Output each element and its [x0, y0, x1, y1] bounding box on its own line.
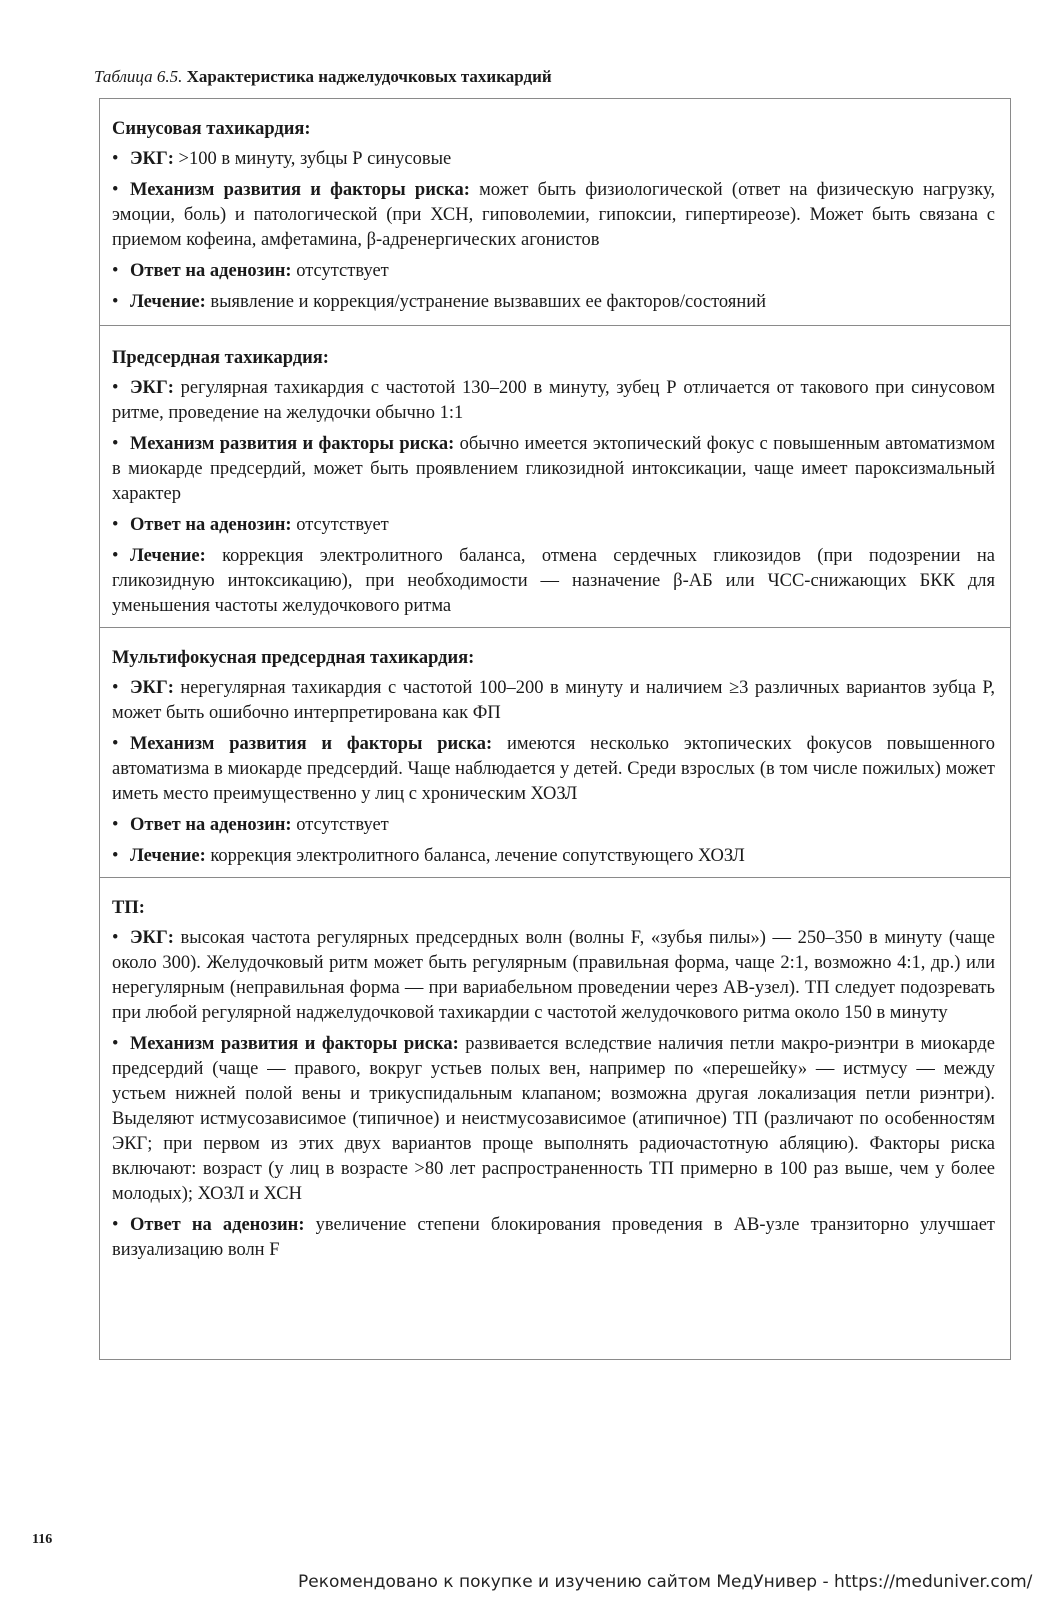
bullet-icon: •	[112, 149, 119, 169]
item-text: может быть физиологической (ответ на физическую нагрузку, эмоции, боль) и патологической (при ХСН, гиповолемии, гипоксии, гипертиреозе). Может быть связана с приемом кофеина, амфетамина, β-адренергических агонистов	[112, 180, 996, 250]
bullet-icon: •	[112, 180, 119, 200]
section-title: Синусовая тахикардия:	[112, 119, 311, 139]
item-label: ЭКГ:	[130, 928, 174, 948]
bullet-icon: •	[112, 1034, 119, 1054]
bullet-icon: •	[112, 434, 119, 454]
section-item	[112, 432, 995, 507]
item-text: >100 в минуту, зубцы Р синусовые	[178, 149, 452, 169]
item-text: отсутствует	[296, 815, 389, 835]
table-caption-label: Таблица 6.5.	[94, 67, 183, 86]
item-label: Лечение:	[130, 292, 206, 312]
section-item	[112, 259, 995, 284]
bullet-icon: •	[112, 292, 119, 312]
bullet-icon: •	[112, 1215, 119, 1235]
item-label: Механизм развития и факторы риска:	[130, 434, 455, 454]
section-title: Предсердная тахикардия:	[112, 348, 329, 368]
section-multifocal-atrial-tachycardia	[100, 628, 1010, 878]
section-title: ТП:	[112, 898, 145, 918]
item-label: ЭКГ:	[130, 678, 174, 698]
item-text: увеличение степени блокирования проведения в АВ-узле транзиторно улучшает визуализацию волн F	[112, 1215, 996, 1260]
item-text: выявление и коррекция/устранение вызвавших ее факторов/состояний	[210, 292, 767, 312]
tachycardia-table	[99, 98, 1011, 1360]
section-sinus-tachycardia	[100, 99, 1010, 326]
bullet-icon: •	[112, 546, 119, 566]
bullet-icon: •	[112, 378, 119, 398]
bullet-icon: •	[112, 261, 119, 281]
section-item	[112, 544, 995, 619]
section-item	[112, 676, 995, 726]
page-number: 116	[32, 1532, 53, 1547]
table-caption-title: Характеристика наджелудочковых тахикардий	[186, 67, 552, 86]
table-caption	[94, 66, 1014, 88]
item-label: Ответ на аденозин:	[130, 515, 292, 535]
item-text: высокая частота регулярных предсердных волн (волны F, «зубья пилы») — 250–350 в минуту (чаще около 300). Желудочковый ритм может быть регулярным (правильная форма, чаще 2:1, возможно 4:1, др.) или нерегулярным (неправильная форма — при вариабельном проведении через АВ-узел). ТП следует подозревать при любой регулярной наджелудочковой тахикардии с частотой желудочкового ритма около 150 в минуту	[112, 928, 996, 1023]
item-text: развивается вследствие наличия петли макро-риэнтри в миокарде предсердий (чаще — правого, вокруг устьев полых вен, например по «перешейку» — истмусу — между устьем нижней полой вены и трикуспидальным клапаном; возможна другая локализация петли риэнтри). Выделяют истмусозависимое (типичное) и неистмусозависимое (атипичное) ТП (различают по особенностям ЭКГ; при первом из этих двух вариантов проще выполнять радиочастотную абляцию). Факторы риска включают: возраст (у лиц в возрасте >80 лет распространенность ТП примерно в 100 раз выше, чем у более молодых); ХОЗЛ и ХСН	[112, 1034, 995, 1204]
section-item	[112, 844, 995, 869]
item-text: обычно имеется эктопический фокус с повышенным автоматизмом в миокарде предсердий, может быть проявлением гликозидной интоксикации, чаще имеет пароксизмальный характер	[112, 434, 995, 504]
bullet-icon: •	[112, 815, 119, 835]
item-label: ЭКГ:	[130, 149, 174, 169]
section-item	[112, 290, 995, 315]
item-text: отсутствует	[296, 515, 389, 535]
section-item	[112, 147, 995, 172]
section-atrial-flutter	[100, 878, 1010, 1359]
section-item	[112, 732, 995, 807]
bullet-icon: •	[112, 678, 119, 698]
item-text: коррекция электролитного баланса, отмена сердечных гликозидов (при подозрении на гликозидную интоксикацию), при необходимости — назначение β-АБ или ЧСС-снижающих БКК для уменьшения частоты желудочкового ритма	[112, 546, 996, 616]
section-item	[112, 1032, 995, 1207]
item-text: отсутствует	[296, 261, 389, 281]
bullet-icon: •	[112, 515, 119, 535]
section-item	[112, 376, 995, 426]
item-text: регулярная тахикардия с частотой 130–200 в минуту, зубец Р отличается от такового при синусовом ритме, проведение на желудочки обычно 1:1	[112, 378, 996, 423]
item-label: Лечение:	[130, 846, 206, 866]
item-label: Ответ на аденозин:	[130, 261, 292, 281]
section-atrial-tachycardia	[100, 326, 1010, 628]
bullet-icon: •	[112, 846, 119, 866]
item-text: нерегулярная тахикардия с частотой 100–200 в минуту и наличием ≥3 различных вариантов зубца Р, может быть ошибочно интерпретирована как ФП	[112, 678, 996, 723]
section-title: Мультифокусная предсердная тахикардия:	[112, 648, 475, 668]
item-label: Механизм развития и факторы риска:	[130, 180, 470, 200]
section-item	[112, 813, 995, 838]
item-label: Ответ на аденозин:	[130, 1215, 305, 1235]
item-label: Лечение:	[130, 546, 206, 566]
item-label: Механизм развития и факторы риска:	[130, 1034, 459, 1054]
section-item	[112, 178, 995, 253]
item-label: ЭКГ:	[130, 378, 174, 398]
section-item	[112, 513, 995, 538]
section-item	[112, 926, 995, 1026]
item-label: Механизм развития и факторы риска:	[130, 734, 493, 754]
footer-recommendation: Рекомендовано к покупке и изучению сайтом МедУнивер - https://meduniver.com/	[298, 1572, 1033, 1592]
item-text: имеются несколько эктопических фокусов повышенного автоматизма в миокарде предсердий. Чаще наблюдается у детей. Среди взрослых (в том числе пожилых) может иметь место преимущественно у лиц с хроническим ХОЗЛ	[112, 734, 995, 804]
bullet-icon: •	[112, 734, 119, 754]
bullet-icon: •	[112, 928, 119, 948]
item-text: коррекция электролитного баланса, лечение сопутствующего ХОЗЛ	[210, 846, 745, 866]
section-item	[112, 1213, 995, 1263]
item-label: Ответ на аденозин:	[130, 815, 292, 835]
